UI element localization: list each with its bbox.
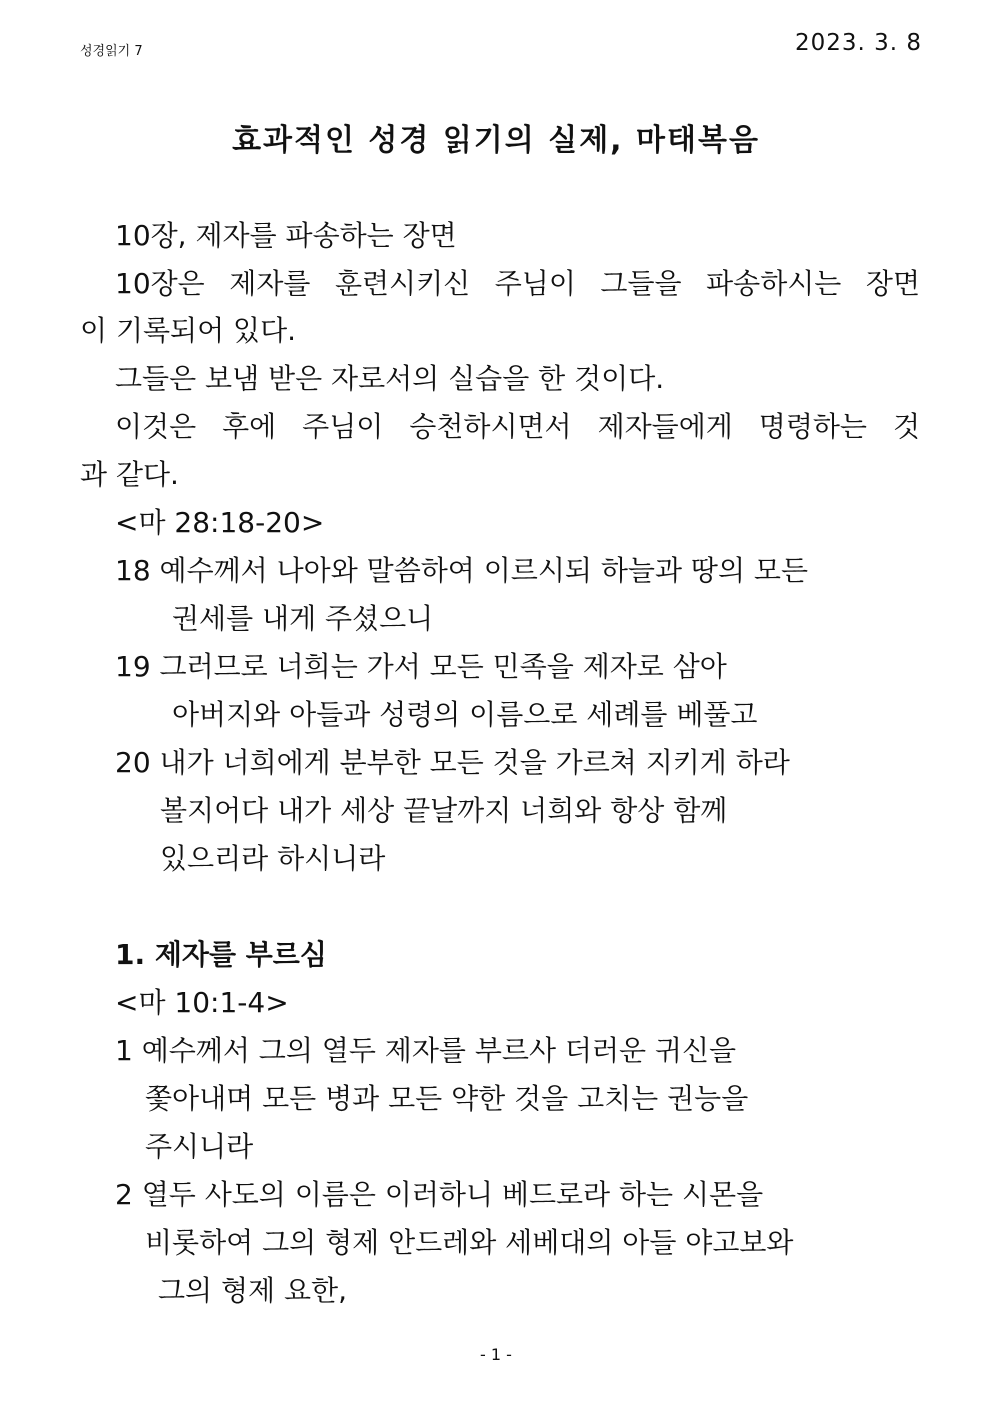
- paragraph-3-line-1: 이것은 후에 주님이 승천하시면서 제자들에게 명령하는 것: [115, 410, 920, 443]
- intro-heading: 10장, 제자를 파송하는 장면: [115, 219, 457, 252]
- verse-20-line-1: 20 내가 너희에게 분부한 모든 것을 가르쳐 지키게 하라: [115, 746, 790, 779]
- verse-1-line-3: 주시니라: [145, 1130, 254, 1163]
- header-left-label: 성경읽기 7: [80, 44, 143, 59]
- verse-1-line-1: 1 예수께서 그의 열두 제자를 부르사 더러운 귀신을: [115, 1034, 737, 1067]
- header-date: 2023. 3. 8: [794, 30, 922, 56]
- paragraph-3-line-2: 과 같다.: [80, 458, 179, 491]
- verse-2-line-3: 그의 형제 요한,: [158, 1274, 347, 1307]
- verse-18-line-2: 권세를 내게 주셨으니: [172, 602, 434, 635]
- scripture-reference: <마 28:18-20>: [115, 506, 325, 539]
- verse-18-line-1: 18 예수께서 나아와 말씀하여 이르시되 하늘과 땅의 모든: [115, 554, 808, 587]
- verse-2-line-2: 비롯하여 그의 형제 안드레와 세베대의 아들 야고보와: [145, 1226, 794, 1259]
- page-number: - 1 -: [480, 1345, 512, 1364]
- section-1-heading: 1. 제자를 부르심: [115, 938, 327, 971]
- verse-19-line-1: 19 그러므로 너희는 가서 모든 민족을 제자로 삼아: [115, 650, 727, 683]
- verse-20-line-2: 볼지어다 내가 세상 끝날까지 너희와 항상 함께: [160, 794, 728, 827]
- verse-1-line-2: 쫓아내며 모든 병과 모든 약한 것을 고치는 권능을: [145, 1082, 749, 1115]
- page-title: 효과적인 성경 읽기의 실제, 마태복음: [232, 123, 760, 158]
- scripture-reference: <마 10:1-4>: [115, 986, 289, 1019]
- verse-20-line-3: 있으리라 하시니라: [160, 842, 386, 875]
- paragraph-1-line-1: 10장은 제자를 훈련시키신 주님이 그들을 파송하시는 장면: [115, 267, 920, 300]
- verse-19-line-2: 아버지와 아들과 성령의 이름으로 세례를 베풀고: [172, 698, 758, 731]
- paragraph-2: 그들은 보냄 받은 자로서의 실습을 한 것이다.: [115, 362, 665, 395]
- verse-2-line-1: 2 열두 사도의 이름은 이러하니 베드로라 하는 시몬을: [115, 1178, 764, 1211]
- paragraph-1-line-2: 이 기록되어 있다.: [80, 314, 297, 347]
